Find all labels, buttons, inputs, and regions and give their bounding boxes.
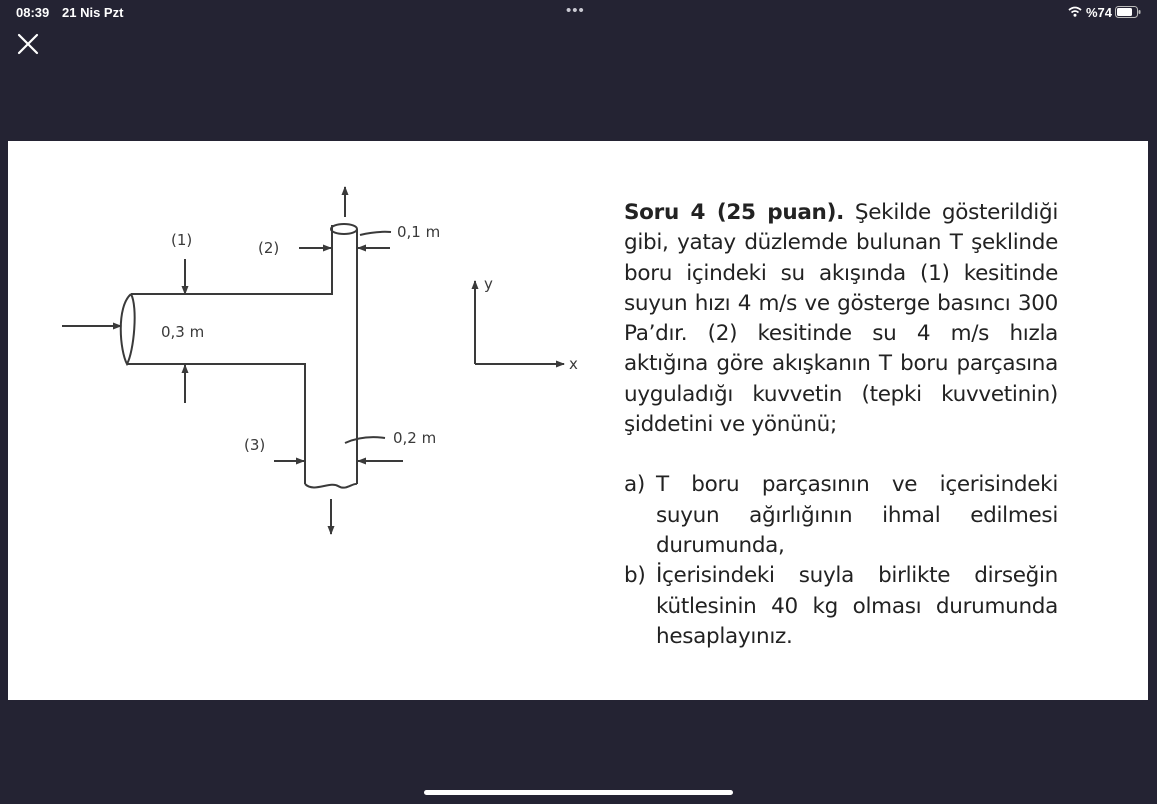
battery-icon xyxy=(1115,6,1141,18)
outlet-bottom-section xyxy=(305,484,357,488)
outlet-top-ellipse xyxy=(331,224,357,234)
status-bar xyxy=(0,0,1157,24)
list-item-text: T boru parçasının ve içerisindeki suyun ağırlığının ihmal edilmesi durumunda, xyxy=(656,472,1058,558)
list-item-label: a) xyxy=(624,472,645,498)
list-item-text: İçerisindeki suyla birlikte dirseğin kütlesinin 40 kg olması durumunda hesaplayınız. xyxy=(656,563,1058,649)
t-pipe-diagram xyxy=(8,141,608,700)
y-axis-label: y xyxy=(484,275,493,293)
status-date: 21 Nis Pzt xyxy=(62,5,124,20)
section-1-label: (1) xyxy=(171,231,193,249)
inlet-section-ellipse xyxy=(121,294,135,364)
section-3-label: (3) xyxy=(244,436,266,454)
problem-image xyxy=(8,141,1148,700)
diameter-3-label: 0,2 m xyxy=(393,429,437,447)
wifi-icon xyxy=(1068,6,1082,17)
diameter-1-label: 0,3 m xyxy=(161,323,205,341)
diameter-leader-top xyxy=(360,232,391,235)
home-indicator[interactable] xyxy=(424,790,733,795)
diameter-leader-bottom xyxy=(345,437,385,443)
pipe-bottom-wall xyxy=(127,364,305,484)
diameter-2-label: 0,1 m xyxy=(397,223,441,241)
list-item-label: b) xyxy=(624,563,646,589)
status-time: 08:39 xyxy=(16,5,50,20)
x-axis-label: x xyxy=(569,355,578,373)
close-button[interactable] xyxy=(12,28,44,60)
problem-statement xyxy=(624,198,1058,652)
problem-title: Soru 4 (25 puan). xyxy=(624,200,844,225)
list-item xyxy=(624,470,1058,561)
section-2-label: (2) xyxy=(258,239,280,257)
multitasking-dots[interactable]: ••• xyxy=(566,2,585,19)
pipe-top-wall xyxy=(131,225,332,294)
list-item xyxy=(624,561,1058,652)
battery-percentage: %74 xyxy=(1086,5,1113,20)
problem-body: Şekilde gösterildiği gibi, yatay düzlemde bulunan T şeklinde boru içindeki su akışında (1) kesitinde suyun hızı 4 m/s ve gösterge basıncı 300 Pa’dır. (2) kesitinde su 4 m/s hızla aktığına göre akışkanın T boru parçasına uyguladığı kuvvetin (tepki kuvvetinin) şiddetini ve yönünü; xyxy=(624,200,1058,438)
problem-paragraph xyxy=(624,198,1058,440)
close-icon xyxy=(19,35,37,53)
